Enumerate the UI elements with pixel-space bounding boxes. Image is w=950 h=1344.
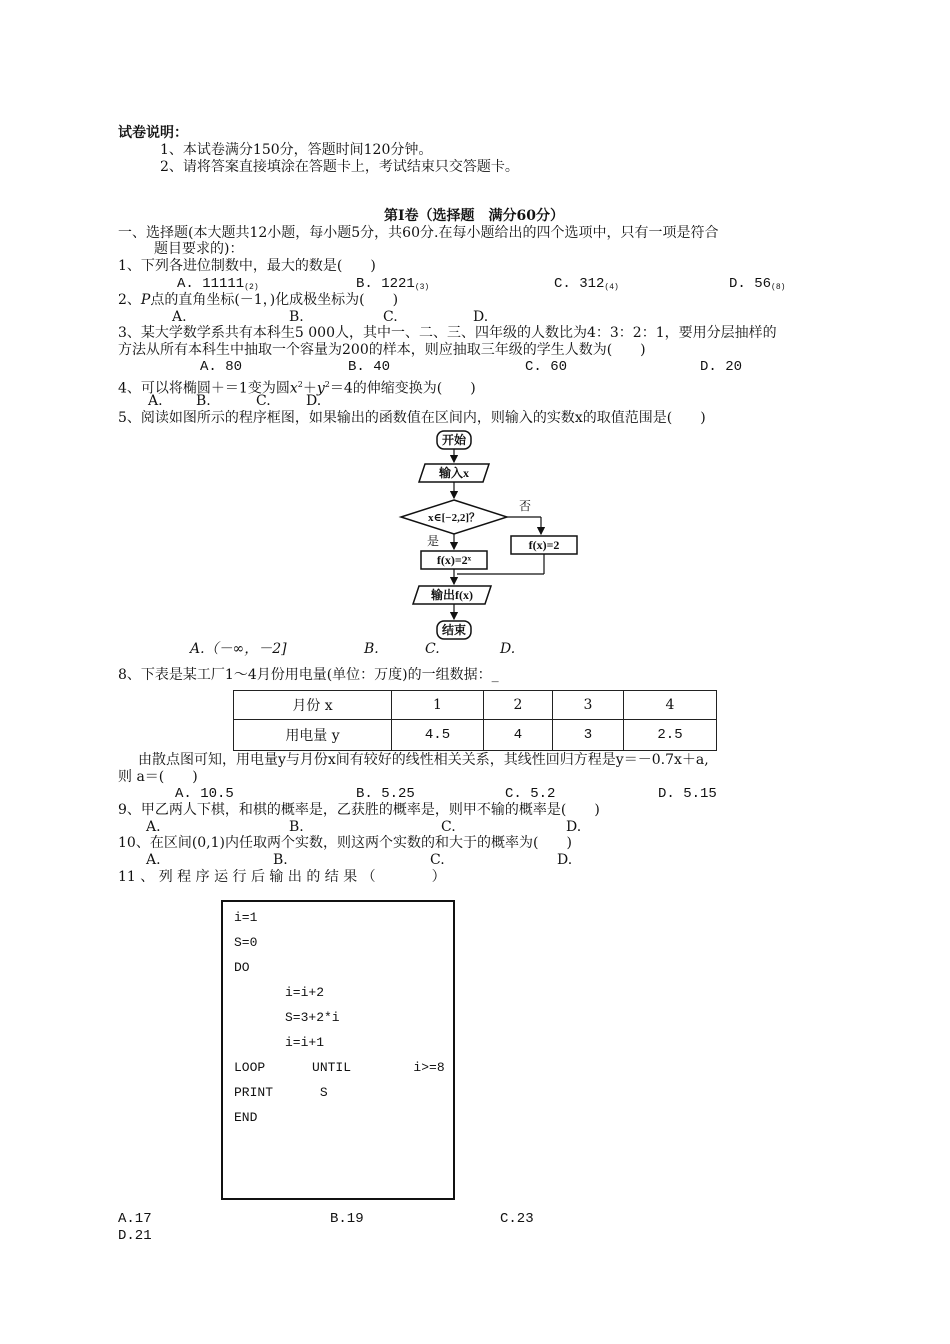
q5-option-d: D. (500, 641, 516, 657)
q4-option-a: A. (148, 393, 163, 409)
q5-flowchart (395, 428, 595, 642)
section-intro-line2: 题目要求的)： (154, 241, 244, 257)
instruction-note-1: 1、本试卷满分150分，答题时间120分钟。 (160, 142, 433, 158)
q9-stem: 9、甲乙两人下棋，和棋的概率是，乙获胜的概率是，则甲不输的概率是( ) (118, 802, 600, 818)
table-row (234, 720, 717, 751)
table-cell: 3 (553, 691, 624, 720)
q2-stem: 2、P点的直角坐标(－1，)化成极坐标为( ) (118, 292, 399, 308)
q5-stem: 5、阅读如图所示的程序框图，如果输出的函数值在区间内，则输入的实数x的取值范围是( ) (118, 410, 706, 426)
q9-option-d: D. (566, 819, 582, 835)
flow-decision-label: x∈[−2,2]？ (428, 512, 480, 524)
q9-option-b: B. (289, 819, 304, 835)
q2-option-c: C. (383, 309, 398, 325)
flow-yes-label: 是 (426, 534, 440, 548)
flow-start-label: 开始 (441, 433, 467, 447)
q11-option-c: C.23 (500, 1211, 534, 1227)
flow-output-label: 输出f(x) (431, 588, 473, 602)
table-cell: 1 (392, 691, 484, 720)
code-line: PRINT S (234, 1085, 328, 1100)
flow-input-label: 输入x (438, 466, 470, 480)
table-cell: 3 (553, 720, 624, 751)
table-cell-header: 用电量 y (234, 720, 392, 751)
q8-option-b: B. 5.25 (356, 786, 415, 802)
table-cell-header: 月份 x (234, 691, 392, 720)
q1-stem: 1、下列各进位制数中，最大的数是( ) (118, 258, 376, 274)
q8-text-line1: 由散点图可知，用电量y与月份x间有较好的线性相关关系，其线性回归方程是y＝－0.7x＋a, (138, 752, 709, 768)
q4-option-c: C. (256, 393, 271, 409)
code-line: S=3+2*i (285, 1010, 340, 1025)
q3-stem-line1: 3、某大学数学系共有本科生5 000人，其中一、二、三、四年级的人数比为4：3：2：1，要用分层抽样的 (118, 325, 777, 341)
q10-stem: 10、在区间(0,1)内任取两个实数，则这两个实数的和大于的概率为( ) (118, 835, 572, 851)
q1-option-a: A. $11111_{(2)}$ (177, 276, 259, 292)
code-line: i=i+2 (285, 985, 325, 1000)
table-cell: 2 (484, 691, 553, 720)
code-line: i=1 (234, 910, 258, 925)
q8-stem: 8、下表是某工厂1～4月份用电量(单位：万度)的一组数据：_ (118, 667, 499, 683)
q2-option-b: B. (289, 309, 304, 325)
table-cell: 4 (624, 691, 717, 720)
q5-option-a: A.（－∞，－2] (190, 641, 287, 657)
flow-end-label: 结束 (441, 623, 467, 637)
flow-assign-yes-label: f(x)=2ˣ (436, 553, 472, 567)
q10-option-a: A. (146, 852, 161, 868)
code-line: DO (234, 960, 250, 975)
flow-no-label: 否 (518, 499, 532, 513)
q5-option-b: B. (364, 641, 379, 657)
q11-option-d: D.21 (118, 1228, 152, 1244)
q1-option-b: B. $1221_{(3)}$ (356, 276, 430, 292)
q8-option-a: A. 10.5 (175, 786, 234, 802)
q10-option-b: B. (273, 852, 288, 868)
q3-option-c: C. 60 (525, 359, 568, 375)
q10-option-d: D. (557, 852, 573, 868)
table-row (234, 691, 717, 720)
code-line: i=i+1 (285, 1035, 325, 1050)
q3-stem-line2: 方法从所有本科生中抽取一个容量为200的样本，则应抽取三年级的学生人数为( ) (118, 342, 646, 358)
instructions-title: 试卷说明： (118, 125, 188, 141)
q1-option-c: C. $312_{(4)}$ (554, 276, 619, 292)
electricity-table (233, 690, 717, 751)
q10-option-c: C. (430, 852, 445, 868)
q11-stem: 11 、 列 程 序 运 行 后 输 出 的 结 果 （ ） (118, 869, 446, 885)
q8-text-line2: 则 a＝( ) (118, 769, 198, 785)
flow-assign-no-label: f(x)=2 (528, 538, 560, 552)
q3-option-d: D. 20 (700, 359, 743, 375)
q5-option-c: C. (425, 641, 440, 657)
section-intro-line1: 一、选择题(本大题共12小题，每小题5分，共60分.在每小题给出的四个选项中，只有一项是符合 (118, 225, 719, 241)
q2-option-a: A. (172, 309, 187, 325)
code-line: LOOP UNTIL i>=8 (234, 1060, 445, 1075)
q9-option-c: C. (441, 819, 456, 835)
section-title: 第Ⅰ卷（选择题 满分60分） (384, 208, 565, 224)
q4-stem: 4、可以将椭圆＋＝1变为圆$x^2+y^2=4$的伸缩变换为( ) (118, 380, 476, 397)
instruction-note-2: 2、请将答案直接填涂在答题卡上，考试结束只交答题卡。 (160, 159, 519, 175)
q3-option-b: B. 40 (348, 359, 391, 375)
table-cell: 4.5 (392, 720, 484, 751)
q4-option-b: B. (196, 393, 211, 409)
q4-option-d: D. (306, 393, 322, 409)
table-cell: 2.5 (624, 720, 717, 751)
code-line: END (234, 1110, 258, 1125)
table-cell: 4 (484, 720, 553, 751)
q3-option-a: A. 80 (200, 359, 243, 375)
q8-option-d: D. 5.15 (658, 786, 717, 802)
code-line: S=0 (234, 935, 258, 950)
q11-option-b: B.19 (330, 1211, 364, 1227)
q9-option-a: A. (146, 819, 161, 835)
q8-option-c: C. 5.2 (505, 786, 556, 802)
q1-option-d: D. $56_{(8)}$ (729, 276, 786, 292)
q2-option-d: D. (473, 309, 489, 325)
q11-option-a: A.17 (118, 1211, 152, 1227)
